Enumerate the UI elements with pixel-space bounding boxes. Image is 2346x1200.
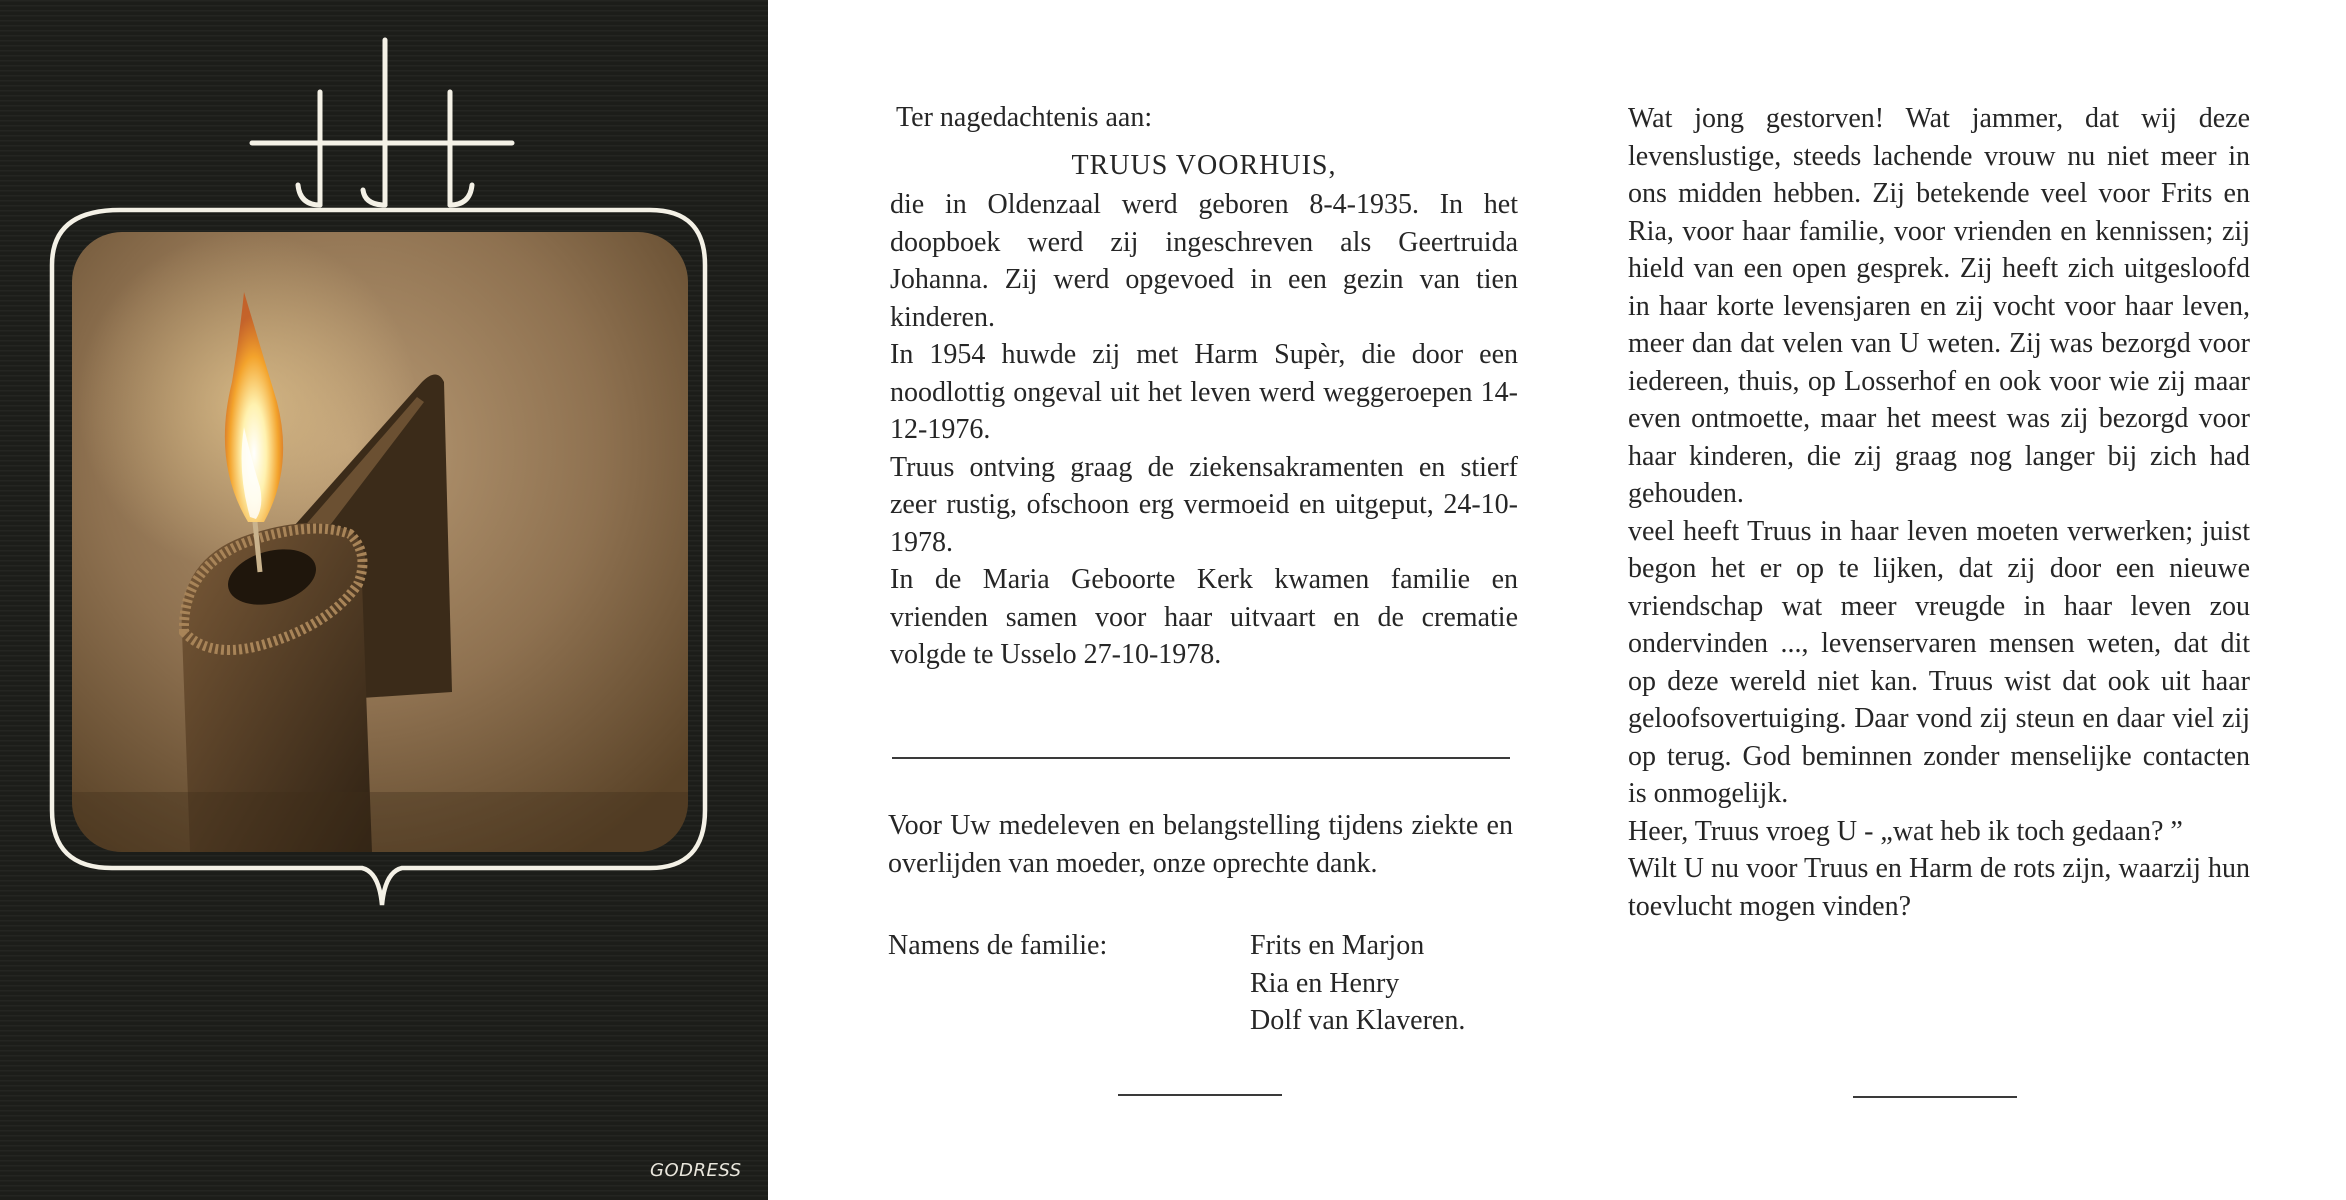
biography-paragraph: Truus ontving graag de ziekensakramenten en stierf zeer rustig, ofschoon erg vermoeid en uitgeput, 24-10-1978.: [890, 451, 1518, 558]
thanks-note: [888, 807, 1513, 882]
signatory-list: [1250, 927, 1465, 1040]
signatory: Frits en Marjon: [1250, 930, 1425, 961]
biography: [890, 186, 1518, 674]
reflection-paragraph: Heer, Truus vroeg U - „wat heb ik toch gedaan? ”: [1628, 815, 2183, 847]
deceased-name: TRUUS VOORHUIS,: [1071, 150, 1337, 181]
short-divider-rule: [1118, 1094, 1282, 1096]
oil-lamp-candle-photo: [72, 232, 688, 852]
artist-signature: GODRESS: [650, 1160, 742, 1181]
memorial-text-panel: [890, 98, 1518, 674]
biography-paragraph: die in Oldenzaal werd geboren 8-4-1935. In het doopboek werd zij ingeschreven als Geertruida Johanna. Zij werd opgevoed in een gezin van tien kinderen.: [890, 189, 1518, 333]
thanks-paragraph: Voor Uw medeleven en belangstelling tijdens ziekte en overlijden van moeder, onze oprechte dank.: [888, 810, 1513, 879]
reflection-paragraph: Wat jong gestorven! Wat jammer, dat wij deze levenslustige, steeds lachende vrouw nu niet meer in ons midden hebben. Zij betekende veel voor Frits en Ria, voor haar familie, voor vrienden en kennissen; zij hield van een open gesprek. Zij heeft zich uitgesloofd in haar korte levensjaren en zij vocht voor haar leven, meer dan dat velen van U weten. Zij was bezorgd voor iedereen, thuis, op Losserhof en ook voor wie zij maar even ontmoette, maar het meest was zij bezorgd voor haar kinderen, die zij graag nog langer bij zich had gehouden.: [1628, 103, 2250, 509]
short-divider-rule: [1853, 1096, 2017, 1098]
signature-label: Namens de familie:: [888, 930, 1108, 961]
signatory: Dolf van Klaveren.: [1250, 1005, 1466, 1036]
divider-rule: [892, 757, 1510, 759]
signatory: Ria en Henry: [1250, 967, 1400, 999]
three-crosses-icon: [252, 40, 512, 205]
reflection-paragraph: Wilt U nu voor Truus en Harm de rots zijn, waarzij hun toevlucht mogen vinden?: [1628, 853, 2250, 922]
biography-paragraph: In 1954 huwde zij met Harm Supèr, die door een noodlottig ongeval uit het leven werd weggeroepen 14-12-1976.: [890, 339, 1518, 445]
in-memory-heading: Ter nagedachtenis aan:: [896, 102, 1153, 133]
memorial-card-cover: [0, 0, 768, 1200]
biography-paragraph: In de Maria Geboorte Kerk kwamen familie en vrienden samen voor haar uitvaart en de crematie volgde te Usselo 27-10-1978.: [890, 564, 1518, 670]
reflection-paragraph: veel heeft Truus in haar leven moeten verwerken; juist begon het er op te lijken, dat zij door een nieuwe vriendschap wat meer vreugde in haar leven zou ondervinden ..., levenservaren mensen weten, dat dit op deze wereld niet kan. Truus wist dat ook uit haar geloofsovertuiging. Daar vond zij steun en daar viel zij op terug. God beminnen zonder menselijke contacten is onmogelijk.: [1628, 515, 2250, 809]
reflection-text-panel: [1628, 100, 2250, 925]
